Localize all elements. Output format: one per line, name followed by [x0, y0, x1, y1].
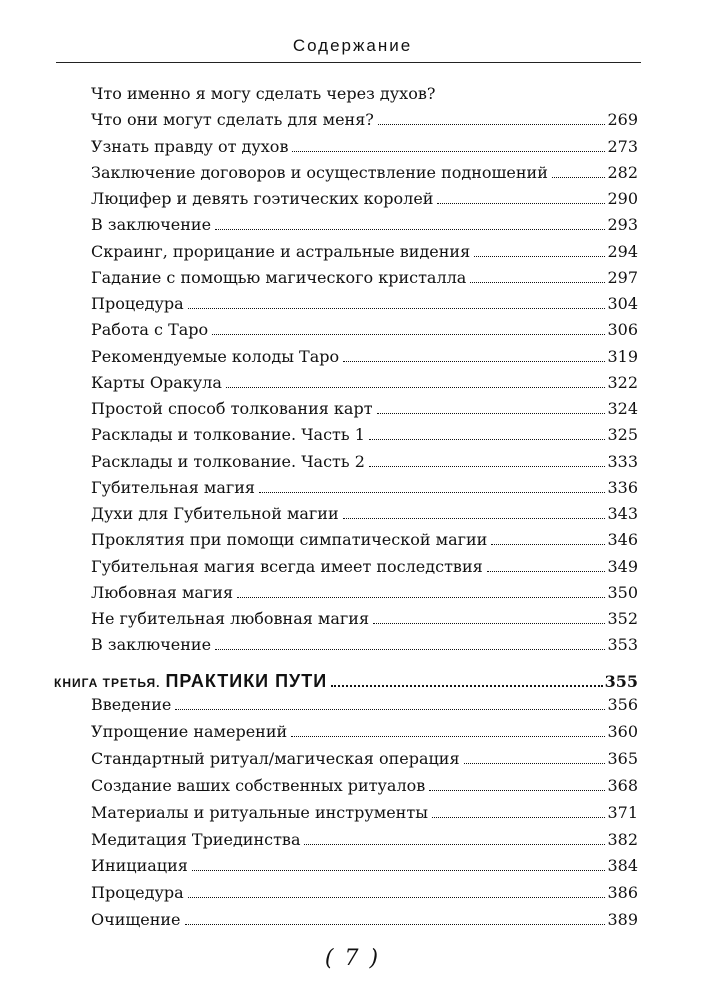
toc-entry-title: Стандартный ритуал/магическая операция	[91, 748, 460, 768]
toc-entry-title: В заключение	[91, 215, 212, 235]
toc-entry	[91, 720, 638, 744]
toc-entry-page: 352	[607, 609, 638, 628]
toc-leader-dots	[237, 597, 605, 598]
toc-entry	[91, 774, 638, 798]
toc-leader-dots	[188, 308, 606, 309]
toc-entry	[91, 240, 638, 264]
toc-entry-page: 322	[607, 372, 638, 392]
toc-entry-page: 386	[607, 883, 638, 903]
toc-entry-page: 333	[607, 451, 638, 471]
toc-entry	[91, 555, 638, 579]
toc-leader-dots	[192, 870, 606, 871]
toc-entry-title: Работа с Таро	[91, 320, 209, 340]
toc-entry-title: Очищение	[91, 910, 181, 930]
toc-entry-title: Что они могут сделать для меня?	[91, 110, 374, 130]
toc-entry-title: Процедура	[91, 294, 184, 313]
toc-leader-dots	[378, 124, 606, 125]
toc-entry-title: Медитация Триединства	[91, 829, 301, 849]
toc-entry-title: Рекомендуемые колоды Таро	[91, 346, 340, 366]
toc-leader-dots	[474, 256, 605, 257]
toc-entry-title: Простой способ толкования карт	[91, 399, 373, 418]
toc-entry	[91, 607, 638, 631]
toc-entry	[91, 747, 638, 771]
toc-entry-page: 273	[607, 136, 638, 156]
toc-leader-dots	[487, 571, 606, 572]
toc-entry-page: 336	[607, 477, 638, 497]
toc-entry-title: Введение	[91, 695, 172, 714]
running-header-title: Содержание	[292, 36, 413, 55]
toc-entry-page: 282	[607, 162, 638, 182]
toc-leader-dots	[437, 203, 605, 204]
toc-entry	[91, 397, 638, 421]
toc-entry-title: Не губительная любовная магия	[91, 609, 370, 628]
toc-entry-title: Узнать правду от духов	[91, 136, 289, 156]
toc-entry	[91, 82, 638, 106]
toc-entry	[91, 528, 638, 552]
toc-entry-title: Духи для Губительной магии	[91, 504, 339, 523]
toc-entry-page: 371	[607, 802, 638, 822]
toc-entry-title: Материалы и ритуальные инструменты	[91, 802, 428, 822]
part-page: 355	[604, 672, 638, 691]
toc-entry	[91, 161, 638, 185]
toc-entry	[91, 213, 638, 237]
toc-entry	[91, 318, 638, 342]
toc-entry-page: 294	[607, 241, 638, 261]
toc-entry-title: Любовная магия	[91, 582, 234, 602]
part-label: КНИГА ТРЕТЬЯ.	[54, 676, 161, 690]
toc-entry	[91, 423, 638, 447]
toc-entry-page: 350	[607, 582, 638, 602]
toc-part-heading	[54, 669, 638, 693]
toc-entry	[91, 633, 638, 657]
toc-entry-title: Заключение договоров и осуществление подношений	[91, 162, 548, 182]
toc-entry-title: Что именно я могу сделать через духов?	[91, 84, 436, 103]
toc-entry	[91, 693, 638, 717]
toc-leader-dots	[369, 466, 606, 467]
toc-entry-page: 343	[607, 504, 638, 523]
toc-leader-dots	[188, 897, 606, 898]
toc-leader-dots	[491, 544, 605, 545]
toc-entry-title: Создание ваших собственных ритуалов	[91, 775, 426, 795]
toc-entry-title: Расклады и толкование. Часть 2	[91, 451, 365, 471]
toc-leader-dots	[373, 623, 605, 624]
toc-entry	[91, 854, 638, 878]
toc-leader-dots	[429, 790, 605, 791]
toc-entry	[91, 476, 638, 500]
toc-entry-title: Процедура	[91, 883, 184, 903]
toc-leader-dots	[212, 334, 605, 335]
toc-leader-dots	[377, 413, 606, 414]
toc-entry	[91, 908, 638, 932]
toc-entry-title: Проклятия при помощи симпатической магии	[91, 530, 488, 550]
toc-leader-dots	[259, 492, 605, 493]
toc-entry-page: 368	[607, 775, 638, 795]
toc-entry-page: 319	[607, 346, 638, 366]
toc-leader-dots	[304, 844, 605, 845]
toc-entry-page: 389	[607, 910, 638, 930]
toc-leader-dots	[552, 177, 606, 178]
toc-leader-dots	[292, 151, 605, 152]
toc-entry	[91, 345, 638, 369]
toc-entry-page: 293	[607, 215, 638, 235]
toc-leader-dots	[369, 439, 606, 440]
toc-leader-dots	[185, 924, 606, 925]
toc-entry-page: 290	[607, 189, 638, 208]
toc-entry	[91, 450, 638, 474]
toc-entry-page: 356	[607, 695, 638, 714]
toc-entry-page: 306	[607, 320, 638, 340]
toc-entry-title: Губительная магия всегда имеет последствия	[91, 556, 483, 576]
toc-entry-page: 384	[607, 856, 638, 876]
header-rule	[56, 62, 641, 63]
toc-entry-page: 304	[607, 294, 638, 313]
toc-entry-page: 382	[607, 829, 638, 849]
toc-entry-page: 346	[607, 530, 638, 550]
page-number: ( 7 )	[324, 946, 381, 971]
toc-entry	[91, 108, 638, 132]
toc-entry	[91, 881, 638, 905]
toc-leader-dots	[470, 282, 605, 283]
toc-entry	[91, 187, 638, 211]
toc-entry-page: 349	[607, 556, 638, 576]
toc-entry-page: 353	[607, 635, 638, 655]
toc-entry-title: Губительная магия	[91, 477, 256, 497]
toc-entry-title: Скраинг, прорицание и астральные видения	[91, 241, 471, 261]
toc-entry-title: Упрощение намерений	[91, 721, 288, 741]
toc-leader-dots	[226, 387, 606, 388]
toc-leader-dots	[291, 736, 605, 737]
toc-entry-page: 297	[607, 267, 638, 287]
toc-entry-page: 365	[607, 748, 638, 768]
toc-entry	[91, 581, 638, 605]
toc-entry	[91, 502, 638, 526]
toc-leader-dots	[343, 361, 605, 362]
toc-entry-page: 324	[607, 399, 638, 418]
toc-leader-dots	[331, 685, 602, 687]
toc-leader-dots	[215, 229, 605, 230]
toc-entry	[91, 371, 638, 395]
toc-entry-page: 360	[607, 721, 638, 741]
toc-leader-dots	[175, 709, 605, 710]
toc-entry	[91, 828, 638, 852]
toc-leader-dots	[464, 763, 606, 764]
toc-entry	[91, 801, 638, 825]
toc-leader-dots	[432, 817, 606, 818]
toc-entry-title: Люцифер и девять гоэтических королей	[91, 189, 434, 208]
toc-entry-title: Карты Оракула	[91, 372, 222, 392]
toc-entry-page: 269	[607, 110, 638, 130]
toc-entry-title: Инициация	[91, 856, 188, 876]
toc-leader-dots	[215, 649, 605, 650]
toc-leader-dots	[343, 518, 606, 519]
toc-entry-title: Гадание с помощью магического кристалла	[91, 267, 467, 287]
toc-entry-page: 325	[607, 425, 638, 445]
part-title: ПРАКТИКИ ПУТИ	[165, 671, 328, 691]
toc-entry	[91, 135, 638, 159]
toc-entry	[91, 292, 638, 316]
toc-entry-title: В заключение	[91, 635, 212, 655]
toc-entry-title: Расклады и толкование. Часть 1	[91, 425, 365, 445]
toc-entry	[91, 266, 638, 290]
